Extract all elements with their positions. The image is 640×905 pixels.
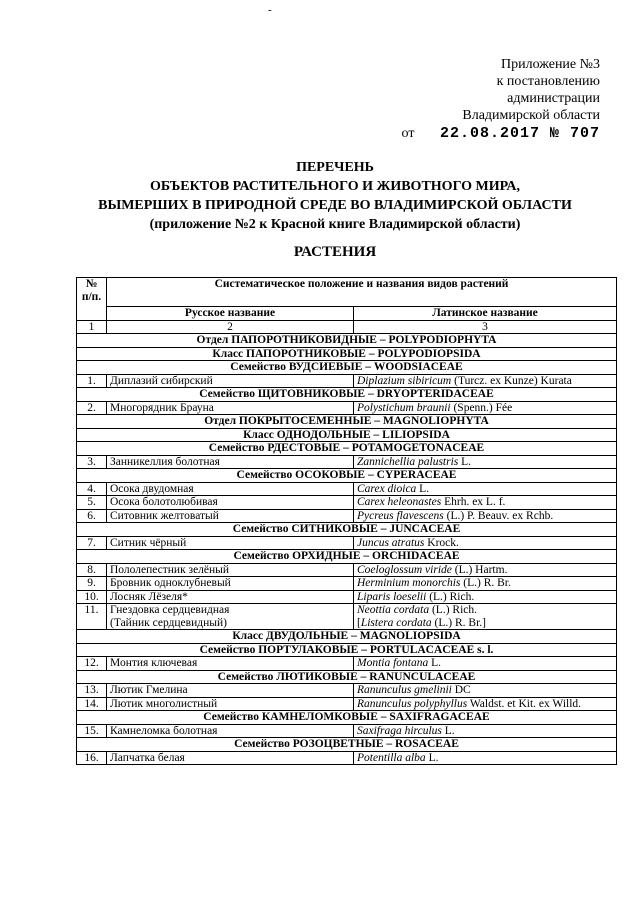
taxon-group-label: Класс ДВУДОЛЬНЫЕ – MAGNOLIOPSIDA [77, 630, 617, 644]
species-latin-cell [354, 724, 617, 738]
species-latin-line [357, 604, 613, 617]
species-latin-line [357, 752, 613, 765]
species-russian-cell [107, 455, 354, 469]
species-latin-line [357, 564, 613, 577]
species-latin-name: Saxifraga hirculus [357, 724, 442, 737]
species-authority: (L.) R. Br. [463, 577, 511, 589]
taxon-group-label: Отдел ПОКРЫТОСЕМЕННЫЕ – MAGNOLIOPHYTA [77, 415, 617, 429]
species-russian-cell [107, 697, 354, 711]
taxon-group-row [77, 643, 617, 657]
species-authority: (Spenn.) Fée [453, 401, 513, 414]
taxon-group-label: Класс ПАПОРОТНИКОВЫЕ – POLYPODIOPSIDA [77, 347, 617, 361]
species-russian-name: Осока болотолюбивая [110, 496, 218, 508]
column-number-1: 1 [77, 320, 107, 334]
species-latin-line [357, 510, 613, 523]
species-latin-cell [354, 536, 617, 550]
title-line-1: ПЕРЕЧЕНЬ [296, 160, 374, 175]
species-row [77, 590, 617, 604]
species-row [77, 496, 617, 510]
species-latin-name: Juncus atratus [357, 536, 425, 549]
taxon-group-row [77, 469, 617, 483]
species-russian-cell [107, 374, 354, 388]
species-row [77, 509, 617, 523]
taxon-group-label: Семейство ОРХИДНЫЕ – ORCHIDACEAE [77, 550, 617, 564]
date-stamp: 22.08.2017 № 707 [439, 125, 600, 142]
species-row [77, 604, 617, 630]
species-russian-cell [107, 604, 354, 630]
species-row [77, 455, 617, 469]
species-number: 5. [77, 496, 107, 510]
title-line-4: (приложение №2 к Красной книге Владимирской области) [149, 217, 521, 232]
species-row [77, 482, 617, 496]
species-russian-name: Ситник чёрный [110, 536, 187, 549]
species-table [76, 277, 617, 765]
species-russian-name: Лосняк Лёзеля* [110, 590, 188, 603]
species-number: 12. [77, 657, 107, 671]
species-number: 13. [77, 684, 107, 698]
taxon-group-row [77, 738, 617, 752]
species-latin-name: Ranunculus gmelinii [357, 684, 452, 696]
species-latin-cell [354, 657, 617, 671]
species-table-body [77, 278, 617, 765]
species-latin-line [357, 402, 613, 415]
title-line-3: ВЫМЕРШИХ В ПРИРОДНОЙ СРЕДЕ ВО ВЛАДИМИРСКОЙ ОБЛАСТИ [98, 198, 572, 213]
species-russian-name: Осока двудомная [110, 482, 194, 495]
species-russian-cell [107, 496, 354, 510]
species-latin-cell [354, 684, 617, 698]
taxon-group-row [77, 428, 617, 442]
species-latin-name: Carex heleonastes [357, 496, 442, 508]
column-number-row [77, 320, 617, 334]
taxon-group-label: Семейство ВУДСИЕВЫЕ – WOODSIACEAE [77, 361, 617, 375]
species-latin-line [357, 456, 613, 469]
taxon-group-label: Семейство ЩИТОВНИКОВЫЕ – DRYOPTERIDACEAE [77, 388, 617, 402]
species-authority: L. [428, 751, 439, 764]
species-latin-cell [354, 751, 617, 765]
appendix-block [402, 56, 600, 142]
header-russian: Русское название [107, 307, 354, 321]
species-number: 10. [77, 590, 107, 604]
species-number: 1. [77, 374, 107, 388]
species-synonym-authority: (L.) R. Br.] [434, 616, 486, 629]
document-title [60, 158, 610, 234]
taxon-group-row [77, 347, 617, 361]
taxon-group-label: Семейство ОСОКОВЫЕ – CYPERACEAE [77, 469, 617, 483]
appendix-date-line [402, 125, 600, 142]
species-latin-synonym-line: [Listera cordata (L.) R. Br.] [357, 616, 486, 629]
species-latin-cell [354, 590, 617, 604]
species-latin-cell [354, 577, 617, 591]
species-latin-cell [354, 482, 617, 496]
species-latin-cell [354, 563, 617, 577]
species-russian-cell [107, 509, 354, 523]
section-title: РАСТЕНИЯ [293, 244, 377, 260]
species-latin-cell [354, 604, 617, 630]
species-row [77, 697, 617, 711]
species-russian-name: Лютик многолистный [110, 697, 218, 710]
taxon-group-label: Семейство КАМНЕЛОМКОВЫЕ – SAXIFRAGACEAE [77, 711, 617, 725]
taxon-group-label: Семейство РДЕСТОВЫЕ – POTAMOGETONACEAE [77, 442, 617, 456]
species-russian-cell [107, 482, 354, 496]
species-latin-name: Potentilla alba [357, 751, 426, 764]
species-number: 14. [77, 697, 107, 711]
species-russian-name: Многорядник Брауна [110, 401, 214, 414]
species-latin-line [357, 537, 613, 550]
species-number: 15. [77, 724, 107, 738]
header-main: Систематическое положение и названия видов растений [107, 278, 617, 307]
taxon-group-row [77, 670, 617, 684]
species-latin-name: Zannichellia palustris [357, 455, 459, 468]
column-number-3: 3 [354, 320, 617, 334]
species-russian-name: Гнездовка сердцевидная [110, 604, 230, 616]
species-latin-cell [354, 401, 617, 415]
species-row [77, 724, 617, 738]
taxon-group-label: Семейство ЛЮТИКОВЫЕ – RANUNCULACEAE [77, 670, 617, 684]
appendix-line-1: Приложение №3 [501, 57, 600, 72]
taxon-group-row [77, 442, 617, 456]
species-russian-name: Лютик Гмелина [110, 684, 188, 696]
taxon-group-row [77, 630, 617, 644]
species-russian-cell [107, 590, 354, 604]
species-authority: (L.) Rich. [431, 604, 477, 616]
species-russian-cell [107, 577, 354, 591]
species-latin-line [357, 577, 613, 590]
species-number: 4. [77, 482, 107, 496]
species-russian-cell [107, 751, 354, 765]
date-prefix: от [401, 126, 415, 141]
species-latin-name: Neottia cordata [357, 604, 430, 616]
species-row [77, 751, 617, 765]
species-authority: (L.) P. Beauv. ex Rchb. [446, 509, 554, 522]
species-authority: L. [419, 482, 430, 495]
species-russian-name: Диплазий сибирский [110, 374, 213, 387]
taxon-group-row [77, 711, 617, 725]
species-russian-cell [107, 684, 354, 698]
header-row [77, 278, 617, 307]
species-number: 3. [77, 455, 107, 469]
species-row [77, 374, 617, 388]
taxon-group-label: Отдел ПАПОРОТНИКОВИДНЫЕ – POLYPODIOPHYTA [77, 334, 617, 348]
species-russian-cell [107, 724, 354, 738]
species-russian-synonym: (Тайник сердцевидный) [110, 616, 227, 629]
taxon-group-row [77, 550, 617, 564]
species-russian-cell [107, 563, 354, 577]
species-russian-cell [107, 536, 354, 550]
species-authority: DC [454, 684, 471, 696]
taxon-group-row [77, 334, 617, 348]
species-authority: Krock. [427, 536, 459, 549]
species-row [77, 657, 617, 671]
page-mark: - [268, 4, 272, 16]
species-row [77, 536, 617, 550]
species-latin-line [357, 483, 613, 496]
species-russian-name: Пололепестник зелёный [110, 563, 230, 576]
species-row [77, 563, 617, 577]
title-line-2: ОБЪЕКТОВ РАСТИТЕЛЬНОГО И ЖИВОТНОГО МИРА, [149, 179, 520, 194]
species-latin-name: Ranunculus polyphyllus [357, 697, 468, 710]
species-authority: L. [461, 455, 472, 468]
species-latin-cell [354, 496, 617, 510]
species-latin-cell [354, 455, 617, 469]
species-number: 9. [77, 577, 107, 591]
species-authority: L. [444, 724, 455, 737]
species-row [77, 577, 617, 591]
appendix-line-3: администрации [507, 91, 600, 106]
species-authority: (Turcz. ex Kunze) Kurata [454, 374, 572, 387]
taxon-group-label: Семейство ПОРТУЛАКОВЫЕ – PORTULACACEAE s. l. [77, 643, 617, 657]
appendix-line-2: к постановлению [496, 74, 600, 89]
species-authority: (L.) Rich. [429, 590, 475, 603]
species-number: 7. [77, 536, 107, 550]
species-latin-name: Diplazium sibiricum [357, 374, 452, 387]
species-latin-name: Coeloglossum viride [357, 563, 452, 576]
header-latin: Латинское название [354, 307, 617, 321]
species-authority: (L.) Hartm. [454, 563, 508, 576]
species-russian-cell [107, 657, 354, 671]
species-latin-line [357, 698, 613, 711]
taxon-group-row [77, 388, 617, 402]
species-number: 11. [77, 604, 107, 630]
species-number: 16. [77, 751, 107, 765]
taxon-group-label: Семейство РОЗОЦВЕТНЫЕ – ROSACEAE [77, 738, 617, 752]
species-russian-name: Лапчатка белая [110, 751, 185, 764]
species-latin-line [357, 657, 613, 670]
species-russian-name: Камнеломка болотная [110, 724, 218, 737]
species-authority: Waldst. et Kit. ex Willd. [469, 697, 582, 710]
species-russian-name: Бровник одноклубневый [110, 577, 231, 589]
species-latin-name: Pycreus flavescens [357, 509, 444, 522]
species-latin-name: Liparis loeselii [357, 590, 427, 603]
species-row [77, 401, 617, 415]
species-authority: L. [431, 657, 442, 669]
taxon-group-row [77, 415, 617, 429]
taxon-group-row [77, 523, 617, 537]
species-latin-cell [354, 509, 617, 523]
species-number: 2. [77, 401, 107, 415]
species-russian-cell [107, 401, 354, 415]
species-latin-cell [354, 697, 617, 711]
species-latin-name: Herminium monorchis [357, 577, 461, 589]
appendix-line-4: Владимирской области [462, 108, 600, 123]
species-number: 6. [77, 509, 107, 523]
species-latin-line [357, 684, 613, 697]
species-latin-line [357, 496, 613, 509]
species-latin-line [357, 591, 613, 604]
species-latin-line [357, 375, 613, 388]
column-number-2: 2 [107, 320, 354, 334]
species-latin-name: Polystichum braunii [357, 401, 451, 414]
species-latin-line [357, 725, 613, 738]
species-russian-name: Ситовник желтоватый [110, 509, 219, 522]
species-number: 8. [77, 563, 107, 577]
taxon-group-row [77, 361, 617, 375]
species-latin-synonym: Listera cordata [360, 616, 432, 629]
taxon-group-label: Семейство СИТНИКОВЫЕ – JUNCACEAE [77, 523, 617, 537]
species-authority: Ehrh. ex L. f. [444, 496, 506, 508]
header-subrow [77, 307, 617, 321]
species-row [77, 684, 617, 698]
species-latin-cell [354, 374, 617, 388]
taxon-group-label: Класс ОДНОДОЛЬНЫЕ – LILIOPSIDA [77, 428, 617, 442]
species-latin-name: Montia fontana [357, 657, 429, 669]
header-no: № п/п. [77, 278, 107, 321]
species-russian-name: Монтия ключевая [110, 657, 198, 669]
species-latin-name: Carex dioica [357, 482, 417, 495]
species-russian-name: Занникеллия болотная [110, 455, 220, 468]
